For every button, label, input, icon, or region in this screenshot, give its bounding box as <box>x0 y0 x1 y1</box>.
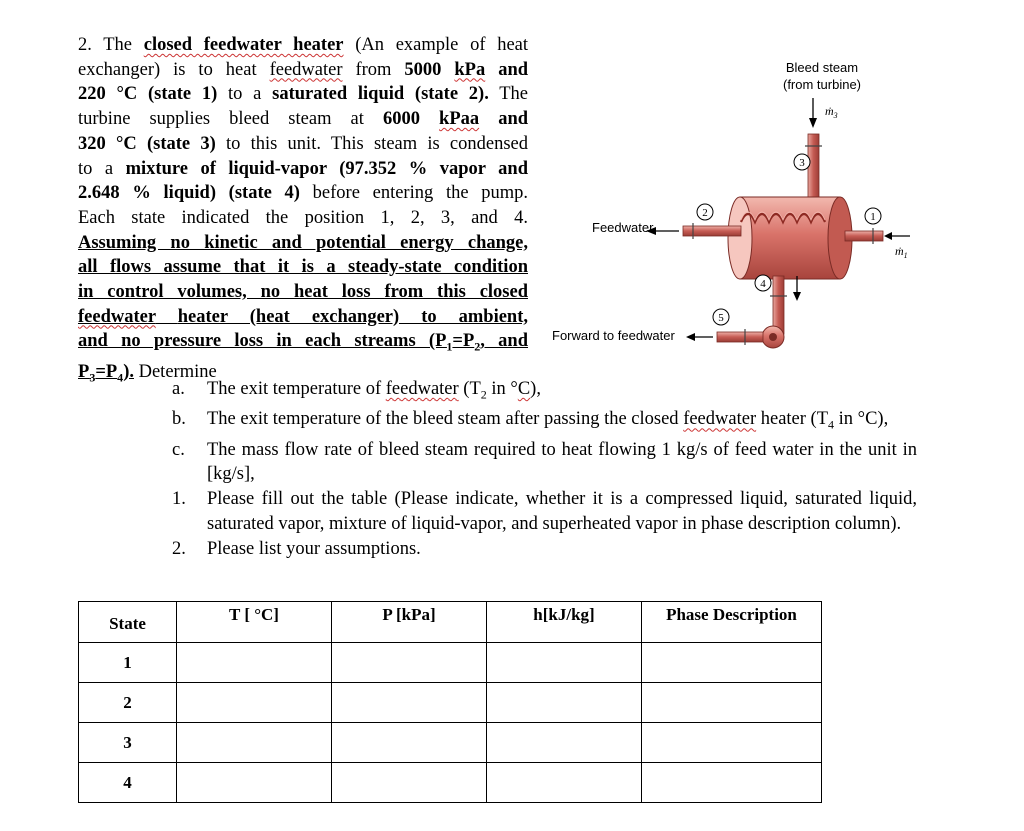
table-header-row <box>79 602 822 643</box>
feedwater-inlet-pipe <box>845 231 883 241</box>
question-a: a. The exit temperature of feedwater ($T_2$ in °C), <box>172 379 541 402</box>
enthalpy-cell[interactable] <box>487 683 642 723</box>
pressure-cell[interactable] <box>332 683 487 723</box>
from-turbine-label: (from turbine) <box>782 77 862 92</box>
pump-discharge-pipe <box>717 332 763 342</box>
heater-left-end <box>728 197 752 279</box>
problem-statement: 2. The closed feedwater heater (An example of heat exchanger) is to heat feedwater from 5000 kPa and 220 °C (state 1) to a saturated liquid (state 2). The turbine supplies bleed steam at 6000 kPaa and 320 °C (state 3) to this unit. This steam is condensed to a mixture of liquid-vapor (97.352 % vapor and 2.648 % liquid) (state 4) before entering the pump. Each state indicated the position 1, 2, 3, and 4. Assuming no kinetic and potential energy change, all flows assume that it is a steady-state condition in control volumes, no heat loss from this closed feedwater heater (heat exchanger) to ambient, and no pressure loss in each streams ($P_1=P_2$, and $P_3=P_4$). Determine <box>78 35 529 385</box>
phase-cell[interactable] <box>642 723 822 763</box>
problem-number: 2. <box>78 35 92 55</box>
svg-text:4: 4 <box>760 278 766 290</box>
drain-pipe <box>773 276 784 334</box>
temperature-cell[interactable] <box>177 683 332 723</box>
m3-label: ṁ$_3$ <box>825 104 838 120</box>
m3-arrowhead <box>809 118 817 128</box>
task-2: 2. Please list your assumptions. <box>172 538 421 559</box>
forward-to-feedwater-label: Forward to feedwater <box>552 328 675 343</box>
header-phase: Phase Description <box>642 602 822 643</box>
feedwater-heater-diagram <box>545 50 915 360</box>
bleed-steam-pipe <box>808 134 819 202</box>
pressure-cell[interactable] <box>332 763 487 803</box>
heater-shell <box>740 197 840 279</box>
svg-text:5: 5 <box>718 312 724 324</box>
m1-label: ṁ$_1$ <box>895 244 908 260</box>
header-state: State <box>79 602 177 643</box>
pressure-cell[interactable] <box>332 723 487 763</box>
enthalpy-cell[interactable] <box>487 763 642 803</box>
header-pressure: P [kPa] <box>332 602 487 643</box>
temperature-cell[interactable] <box>177 763 332 803</box>
question-b: b. The exit temperature of the bleed steam after passing the closed feedwater heater ($T_4$ in °C), <box>172 409 889 433</box>
enthalpy-cell[interactable] <box>487 723 642 763</box>
temperature-cell[interactable] <box>177 723 332 763</box>
question-c: c. The mass flow rate of bleed steam required to heat flowing 1 kg/s of feed water in the unit in [kg/s], <box>172 439 917 485</box>
bleed-steam-label: Bleed steam <box>785 60 859 75</box>
question-list <box>172 377 917 561</box>
state-number: 1 <box>79 643 177 683</box>
phase-cell[interactable] <box>642 643 822 683</box>
enthalpy-cell[interactable] <box>487 643 642 683</box>
header-temperature: T [ °C] <box>177 602 332 643</box>
table-row <box>79 683 822 723</box>
table-row <box>79 763 822 803</box>
pressure-cell[interactable] <box>332 643 487 683</box>
task-1: 1. Please fill out the table (Please indicate, whether it is a compressed liquid, saturated liquid, saturated vapor, mixture of liquid-vapor, and superheated vapor in phase description column). <box>172 489 917 534</box>
state-number: 2 <box>79 683 177 723</box>
table-row <box>79 723 822 763</box>
table-row <box>79 643 822 683</box>
feedwater-label: Feedwater <box>592 220 654 235</box>
svg-text:2: 2 <box>702 207 708 219</box>
header-enthalpy: h[kJ/kg] <box>487 602 642 643</box>
state-number: 3 <box>79 723 177 763</box>
temperature-cell[interactable] <box>177 643 332 683</box>
phase-cell[interactable] <box>642 683 822 723</box>
state-number: 4 <box>79 763 177 803</box>
state-table <box>78 601 822 803</box>
feedwater-outlet-pipe <box>683 226 741 236</box>
phase-cell[interactable] <box>642 763 822 803</box>
svg-text:3: 3 <box>799 157 805 169</box>
svg-text:1: 1 <box>870 211 876 223</box>
